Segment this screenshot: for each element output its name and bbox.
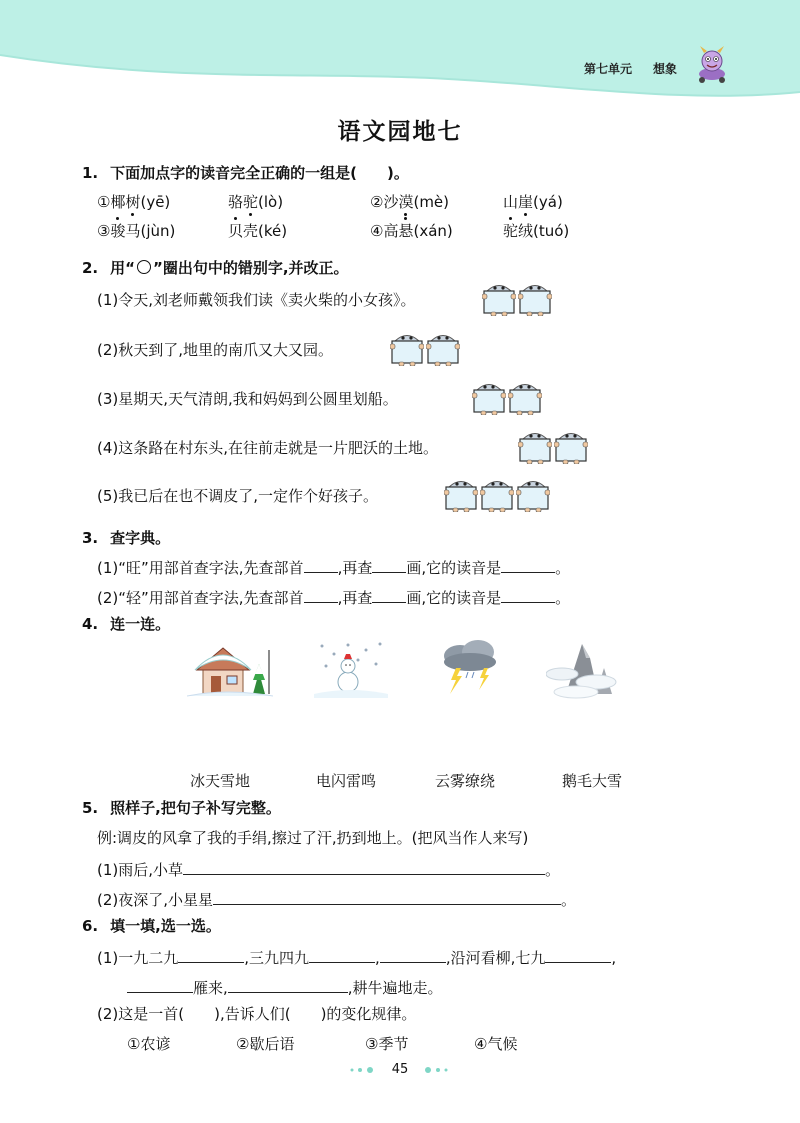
q4-word-1: 冰天雪地: [190, 772, 251, 790]
q3-item-2: (2)“轻”用部首查字法,先查部首 ,再查 画,它的读音是 。: [97, 586, 570, 608]
q2-answer-boxes-2: [390, 332, 460, 366]
q4-number: 4.: [82, 615, 99, 633]
circle-icon: [137, 260, 151, 274]
q1-option-3b: 贝壳(ké): [228, 222, 288, 240]
answer-box[interactable]: [518, 282, 552, 316]
blank-strokes[interactable]: [372, 586, 406, 603]
fill-line[interactable]: [213, 888, 561, 905]
page-number: 45: [391, 1062, 409, 1077]
header-wave: [0, 0, 800, 110]
fill-line[interactable]: [228, 976, 348, 993]
q2-sentence-1: (1)令天,刘老师戴领我们读《卖火柴的小女孩》。: [97, 291, 416, 309]
blank-strokes[interactable]: [372, 556, 406, 573]
fill-line[interactable]: [309, 946, 375, 963]
q2-sentence-3: (3)星期天,天气清朗,我和妈妈到公圆里划船。: [97, 390, 398, 408]
mascot-icon: [694, 44, 730, 84]
unit-label: 第七单元: [584, 62, 633, 76]
q2-sentence-5: (5)我已后在也不调皮了,一定作个好孩子。: [97, 487, 379, 505]
q6-option-3: ③季节: [365, 1035, 409, 1053]
q4-word-4: 鹅毛大雪: [562, 772, 623, 790]
blank-pinyin[interactable]: [501, 586, 555, 603]
page-title: 语文园地七: [337, 118, 463, 145]
answer-box[interactable]: [482, 282, 516, 316]
q1-stem: [82, 163, 409, 183]
fill-line[interactable]: [178, 946, 244, 963]
answer-box[interactable]: [472, 381, 506, 415]
q2-number: 2.: [82, 259, 99, 277]
q4-word-3: 云雾缭绕: [435, 772, 496, 790]
page-footer: [0, 1062, 800, 1077]
q2-answer-boxes-3: [472, 381, 542, 415]
q5-number: 5.: [82, 799, 99, 817]
answer-box[interactable]: [390, 332, 424, 366]
q2-stem: 2. 用“ ”圈出句中的错别字,并改正。: [82, 259, 349, 277]
thunderstorm-picture: [438, 638, 502, 698]
fill-line[interactable]: [380, 946, 446, 963]
q2-answer-boxes-1: [482, 282, 552, 316]
q5-item-1: (1)雨后,小草 。: [97, 858, 560, 880]
q2-sentence-4: (4)这条路在村东头,在往前走就是一片肥沃的土地。: [97, 439, 439, 457]
q2-answer-boxes-4: [518, 430, 588, 464]
q5-stem: 5. 照样子,把句子补写完整。: [82, 799, 281, 817]
q2-sentence-2: (2)秋天到了,地里的南爪又大又园。: [97, 341, 334, 359]
fill-line[interactable]: [545, 946, 611, 963]
blank-radical[interactable]: [304, 556, 338, 573]
header-band: [0, 0, 800, 110]
q1-option-4b: 驼绒(tuó): [503, 222, 570, 240]
q4-word-2: 电闪雷鸣: [316, 772, 377, 790]
misty-mountain-picture: [546, 638, 618, 700]
q6-number: 6.: [82, 917, 99, 935]
q6-option-4: ④气候: [474, 1035, 518, 1053]
fill-line[interactable]: [183, 858, 545, 875]
unit-theme: 想象: [653, 62, 678, 76]
snowman-picture: [314, 640, 388, 698]
q5-example: 例:调皮的风拿了我的手绢,擦过了汗,扔到地上。(把风当作人来写): [97, 829, 529, 847]
q1-option-3a: ③骏马(jùn): [97, 222, 176, 240]
q3-item-1: (1)“旺”用部首查字法,先查部首 ,再查 画,它的读音是 。: [97, 556, 570, 578]
blank-radical[interactable]: [304, 586, 338, 603]
snowy-house-picture: [187, 640, 273, 698]
q5-item-2: (2)夜深了,小星星 。: [97, 888, 576, 910]
q6-option-2: ②歇后语: [236, 1035, 295, 1053]
q2-answer-boxes-5: [444, 478, 550, 512]
q3-number: 3.: [82, 529, 99, 547]
q1-option-1a: ①椰树(yē): [97, 193, 171, 211]
answer-box[interactable]: [426, 332, 460, 366]
q1-option-4a: ④高悬(xán): [370, 222, 453, 240]
answer-box[interactable]: [508, 381, 542, 415]
q6-stem: 6. 填一填,选一选。: [82, 917, 221, 935]
q4-stem: 4. 连一连。: [82, 615, 171, 633]
q1-text: 下面加点字的读音完全正确的一组是( )。: [110, 164, 409, 182]
answer-box[interactable]: [516, 478, 550, 512]
q6-option-1: ①农谚: [127, 1035, 171, 1053]
answer-box[interactable]: [554, 430, 588, 464]
q3-stem: 3. 查字典。: [82, 529, 171, 547]
q1-number: 1.: [82, 164, 99, 182]
q1-option-2b: 山崖(yá): [503, 193, 563, 211]
fill-line[interactable]: [127, 976, 193, 993]
answer-box[interactable]: [518, 430, 552, 464]
blank-pinyin[interactable]: [501, 556, 555, 573]
q1-option-2a: ②沙漠(mè): [370, 193, 450, 211]
q6-line-3: (2)这是一首( ),告诉人们( )的变化规律。: [97, 1005, 417, 1023]
decor-dots-right-icon: [422, 1066, 452, 1074]
q1-option-1b: 骆驼(lò): [228, 193, 284, 211]
answer-box[interactable]: [444, 478, 478, 512]
decor-dots-left-icon: [348, 1066, 378, 1074]
q6-line-1: (1)一九二九 ,三九四九 , ,沿河看柳,七九 ,: [97, 946, 616, 968]
answer-box[interactable]: [480, 478, 514, 512]
q6-line-2: 雁来, ,耕牛遍地走。: [127, 976, 443, 998]
